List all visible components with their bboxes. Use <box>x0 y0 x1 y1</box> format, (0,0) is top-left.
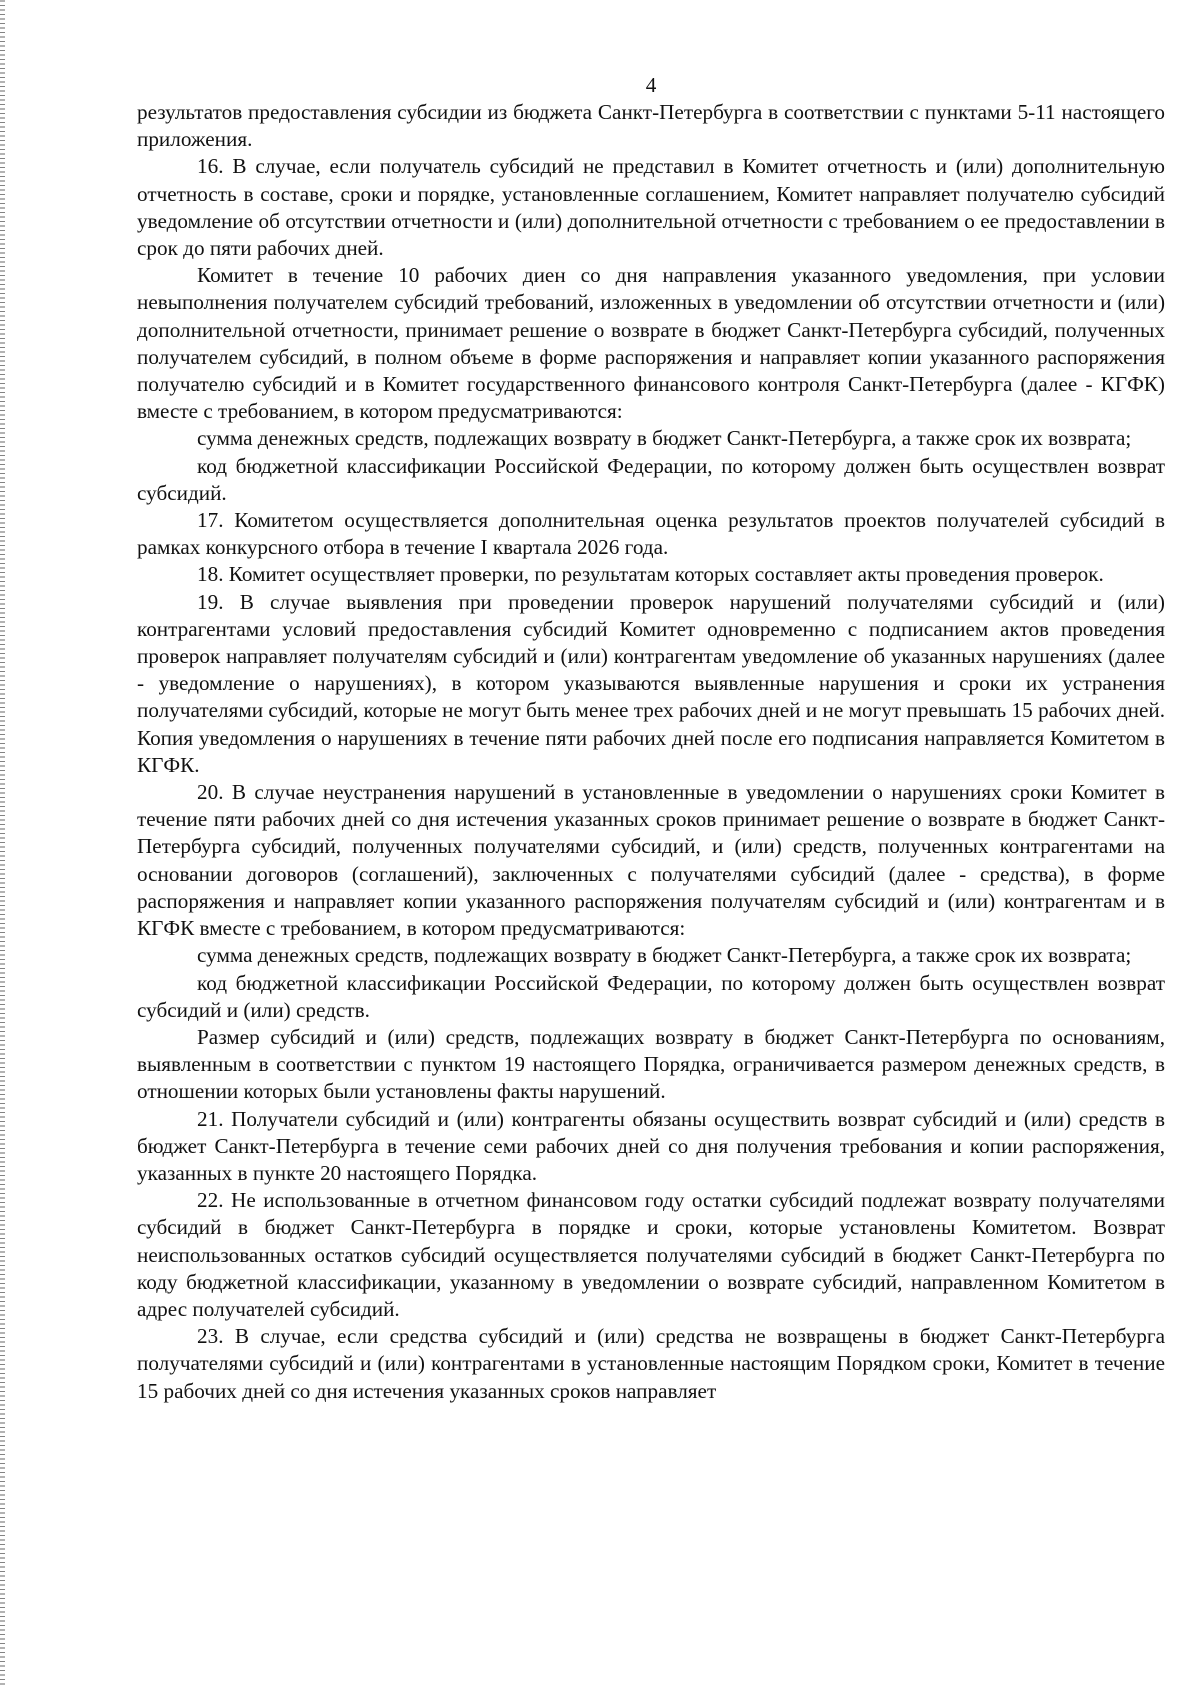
paragraph: код бюджетной классификации Российской Федерации, по которому должен быть осуществлен возврат субсидий. <box>137 453 1165 505</box>
document-body <box>137 99 1165 1405</box>
paragraph: результатов предоставления субсидии из бюджета Санкт-Петербурга в соответствии с пунктами 5-11 настоящего приложения. <box>137 100 1165 152</box>
paragraph: сумма денежных средств, подлежащих возврату в бюджет Санкт-Петербурга, а также срок их возврата; <box>197 426 1132 451</box>
paragraph: 23. В случае, если средства субсидий и (или) средства не возвращены в бюджет Санкт-Петербурга получателями субсидий и (или) контрагентами в установленные настоящим Порядком сроки, Комитет в течение 15 рабочих дней со дня истечения указанных сроков направляет <box>137 1324 1165 1403</box>
paragraph: 16. В случае, если получатель субсидий не представил в Комитет отчетность и (или) дополнительную отчетность в составе, сроки и порядке, установленные соглашением, Комитет направляет получателю субсидий уведомление об отсутствии отчетности и (или) дополнительной отчетности с требованием о ее предоставлении в срок до пяти рабочих дней. <box>137 154 1165 261</box>
paragraph: 22. Не использованные в отчетном финансовом году остатки субсидий подлежат возврату получателями субсидий в бюджет Санкт-Петербурга в порядке и сроки, которые установлены Комитетом. Возврат неиспользованных остатков субсидий осуществляется получателями субсидий в бюджет Санкт-Петербурга по коду бюджетной классификации, указанному в уведомлении о возврате субсидий, направленном Комитетом в адрес получателей субсидий. <box>137 1188 1165 1321</box>
paragraph: 18. Комитет осуществляет проверки, по результатам которых составляет акты проведения проверок. <box>197 562 1104 587</box>
paragraph: Размер субсидий и (или) средств, подлежащих возврату в бюджет Санкт-Петербурга по основаниям, выявленным в соответствии с пунктом 19 настоящего Порядка, ограничивается размером денежных средств, в отношении которых были установлены факты нарушений. <box>137 1024 1165 1104</box>
paragraph: 17. Комитетом осуществляется дополнительная оценка результатов проектов получателей субсидий в рамках конкурсного отбора в течение I квартала 2026 года. <box>137 508 1165 560</box>
paragraph: 19. В случае выявления при проведении проверок нарушений получателями субсидий и (или) контрагентами условий предоставления субсидий Комитет одновременно с подписанием актов проведения проверок направляет получателям субсидий и (или) контрагентам уведомление об указанных нарушениях (далее - уведомление о нарушениях), в котором указываются выявленные нарушения и сроки их устранения получателями субсидий, которые не могут быть менее трех рабочих дней и не могут превышать 15 рабочих дней. Копия уведомления о нарушениях в течение пяти рабочих дней после его подписания направляется Комитетом в КГФК. <box>137 589 1165 777</box>
paragraph: код бюджетной классификации Российской Федерации, по которому должен быть осуществлен возврат субсидий и (или) средств. <box>137 970 1165 1022</box>
paragraph: сумма денежных средств, подлежащих возврату в бюджет Санкт-Петербурга, а также срок их возврата; <box>197 943 1132 968</box>
paragraph: Комитет в течение 10 рабочих диен со дня направления указанного уведомления, при условии невыполнения получателем субсидий требований, изложенных в уведомлении об отсутствии отчетности и (или) дополнительной отчетности, принимает решение о возврате в бюджет Санкт-Петербурга субсидий, полученных получателем субсидий, в полном объеме в форме распоряжения и направляет копии указанного распоряжения получателю субсидий и в Комитет государственного финансового контроля Санкт-Петербурга (далее - КГФК) вместе с требованием, в котором предусматриваются: <box>137 263 1165 424</box>
paragraph: 20. В случае неустранения нарушений в установленные в уведомлении о нарушениях сроки Комитет в течение пяти рабочих дней со дня истечения указанных сроков принимает решение о возврате в бюджет Санкт-Петербурга субсидий, полученных получателями субсидий, и (или) средств, полученных контрагентами на основании договоров (соглашений), заключенных с получателями субсидий (далее - средства), в форме распоряжения и направляет копии указанного распоряжения получателям субсидий и (или) контрагентам и в КГФК вместе с требованием, в котором предусматриваются: <box>137 780 1165 941</box>
document-page <box>137 72 1165 1405</box>
page-number: 4 <box>645 73 657 97</box>
scan-edge-artifact <box>0 0 5 1685</box>
paragraph: 21. Получатели субсидий и (или) контрагенты обязаны осуществить возврат субсидий и (или) средств в бюджет Санкт-Петербурга в течение семи рабочих дней со дня получения требования и копии распоряжения, указанных в пункте 20 настоящего Порядка. <box>137 1106 1165 1185</box>
